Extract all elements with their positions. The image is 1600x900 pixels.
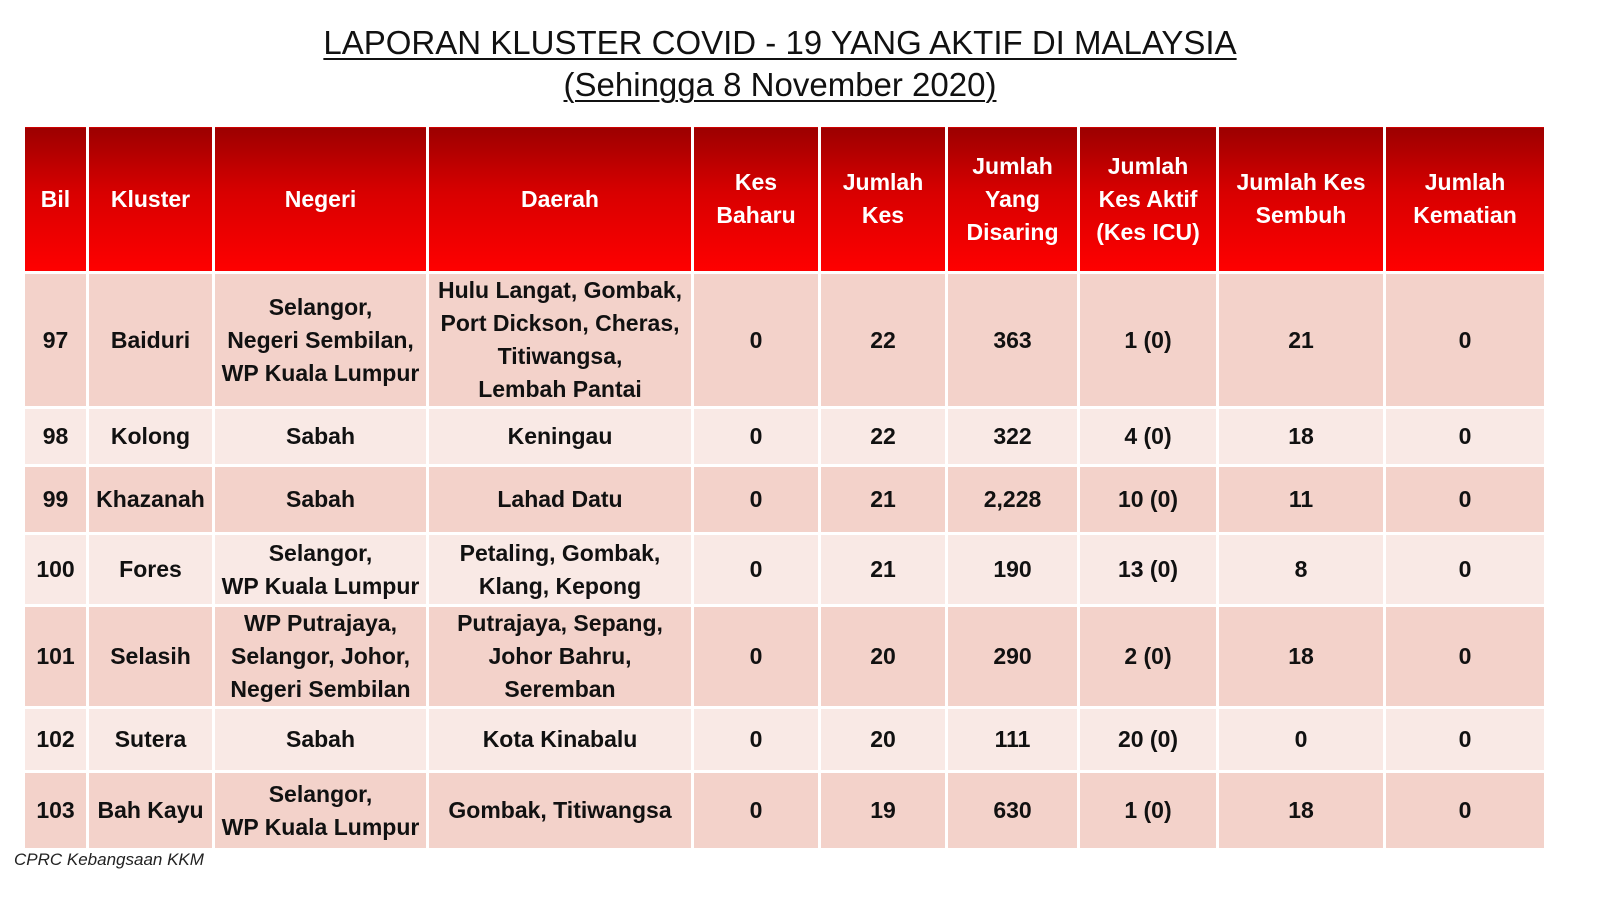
title-line-1: LAPORAN KLUSTER COVID - 19 YANG AKTIF DI MALAYSIA (323, 24, 1237, 61)
cell-text-line: Jumlah (842, 169, 924, 195)
cell-text-line: 0 (749, 726, 763, 752)
header-kes-sembuh (1218, 126, 1385, 273)
cell-jumlah-kes (820, 772, 947, 850)
cell-text-line: 0 (1458, 797, 1472, 823)
cell-text-line: 0 (1458, 726, 1472, 752)
cell-text-line: 630 (993, 797, 1032, 823)
cell-text-line: Disaring (966, 218, 1059, 245)
cell-text-line: 22 (870, 326, 896, 353)
cell-text-line: 13 (0) (1117, 556, 1179, 582)
cell-negeri (214, 466, 428, 534)
cell-kes-aktif (1079, 534, 1218, 606)
cell-text-line: Daerah (521, 185, 599, 212)
cell-text-line: Sembuh (1255, 202, 1347, 228)
cell-kluster (88, 606, 214, 708)
cell-jumlah-disaring (947, 273, 1079, 408)
header-jumlah-disaring (947, 126, 1079, 273)
cell-negeri (214, 273, 428, 408)
cell-text-line: Bah Kayu (97, 797, 204, 823)
cell-text-line: 21 (870, 486, 896, 512)
cell-text-line: Putrajaya, Sepang, (457, 610, 663, 636)
cell-bil (24, 534, 88, 606)
cell-jumlah-kes (820, 273, 947, 408)
cell-text-line: 101 (36, 643, 75, 669)
header-kematian (1385, 126, 1546, 273)
cell-text-line: Yang (985, 185, 1040, 212)
cell-kes-sembuh (1218, 466, 1385, 534)
cell-daerah (428, 534, 693, 606)
cell-daerah (428, 772, 693, 850)
cell-kluster (88, 708, 214, 772)
cell-negeri (214, 534, 428, 606)
table-header-row (24, 126, 1546, 273)
cell-kes-sembuh (1218, 606, 1385, 708)
cell-text-line: Jumlah (972, 152, 1053, 179)
table-row (24, 606, 1546, 708)
cell-daerah (428, 606, 693, 708)
cell-text-line: Sutera (114, 726, 187, 752)
header-kes-baharu (693, 126, 820, 273)
cell-text-line: 0 (1294, 726, 1308, 752)
cell-text-line: 102 (36, 726, 75, 752)
cell-text-line: 10 (0) (1117, 486, 1179, 512)
cell-text-line: Baiduri (110, 326, 191, 353)
cell-text-line: 4 (0) (1124, 423, 1172, 449)
cell-jumlah-disaring (947, 466, 1079, 534)
cell-text-line: 0 (749, 423, 763, 449)
cell-text-line: Port Dickson, Cheras, (440, 310, 680, 336)
cell-text-line: Jumlah Kes (1236, 169, 1366, 195)
cell-jumlah-kes (820, 708, 947, 772)
cell-text-line: Selangor, (268, 780, 373, 807)
cell-kematian (1385, 273, 1546, 408)
cell-text-line: Fores (119, 556, 182, 582)
cell-bil (24, 408, 88, 466)
cell-jumlah-kes (820, 534, 947, 606)
cell-text-line: Baharu (716, 202, 796, 228)
cell-kes-baharu (693, 466, 820, 534)
cell-text-line: 0 (1458, 423, 1472, 449)
cell-kematian (1385, 466, 1546, 534)
cell-text-line: 0 (749, 486, 763, 512)
cell-text-line: Sabah (285, 726, 356, 752)
cell-text-line: Selangor, (268, 293, 373, 320)
cell-text-line: Kematian (1413, 202, 1517, 228)
table-row (24, 708, 1546, 772)
cell-text-line: 22 (870, 423, 896, 449)
cell-text-line: Hulu Langat, Gombak, (437, 277, 683, 303)
cell-text-line: 1 (0) (1124, 797, 1172, 823)
cell-text-line: WP Kuala Lumpur (221, 572, 420, 599)
cell-text-line: 363 (993, 326, 1032, 353)
cell-text-line: Negeri (284, 185, 357, 212)
header-negeri (214, 126, 428, 273)
cell-kes-baharu (693, 606, 820, 708)
cell-kluster (88, 772, 214, 850)
cell-text-line: WP Kuala Lumpur (221, 813, 420, 840)
cell-text-line: 190 (993, 556, 1032, 582)
cell-jumlah-kes (820, 466, 947, 534)
cell-text-line: (Kes ICU) (1096, 218, 1200, 245)
cell-text-line: WP Putrajaya, (244, 610, 397, 636)
cell-negeri (214, 606, 428, 708)
cell-text-line: 0 (1458, 326, 1472, 353)
cell-kluster (88, 408, 214, 466)
cell-bil (24, 708, 88, 772)
cell-jumlah-disaring (947, 408, 1079, 466)
cell-text-line: Sabah (285, 423, 356, 449)
cell-text-line: Jumlah (1424, 169, 1506, 195)
cell-text-line: Kes Aktif (1098, 185, 1198, 212)
cell-text-line: 111 (994, 726, 1031, 752)
cell-text-line: 18 (1288, 797, 1314, 823)
cell-text-line: WP Kuala Lumpur (221, 359, 420, 386)
cell-text-line: 20 (870, 726, 896, 752)
header-bil (24, 126, 88, 273)
cell-text-line: 11 (1288, 486, 1314, 512)
cell-kluster (88, 273, 214, 408)
cell-kes-aktif (1079, 772, 1218, 850)
cell-text-line: Selasih (110, 643, 191, 669)
cell-text-line: 98 (42, 423, 69, 449)
cell-text-line: Negeri Sembilan, (227, 326, 414, 353)
cell-text-line: 2 (0) (1124, 643, 1172, 669)
table-row (24, 273, 1546, 408)
cell-kes-sembuh (1218, 408, 1385, 466)
cell-kematian (1385, 606, 1546, 708)
cell-text-line: Petaling, Gombak, (459, 539, 661, 566)
cell-text-line: Kes (734, 169, 778, 195)
cell-kes-sembuh (1218, 772, 1385, 850)
cell-kes-baharu (693, 772, 820, 850)
cell-kes-baharu (693, 534, 820, 606)
cell-text-line: Lembah Pantai (478, 376, 642, 402)
cell-jumlah-disaring (947, 772, 1079, 850)
cell-text-line: Kota Kinabalu (482, 726, 638, 752)
cell-bil (24, 466, 88, 534)
cell-kes-sembuh (1218, 273, 1385, 408)
cell-text-line: 21 (1288, 326, 1314, 353)
cell-text-line: 0 (749, 556, 763, 582)
cell-text-line: Negeri Sembilan (230, 676, 411, 702)
cell-kes-sembuh (1218, 708, 1385, 772)
cell-negeri (214, 708, 428, 772)
cell-kes-aktif (1079, 273, 1218, 408)
cell-kluster (88, 534, 214, 606)
cell-kes-aktif (1079, 606, 1218, 708)
cell-daerah (428, 408, 693, 466)
title-line-2: (Sehingga 8 November 2020) (563, 66, 997, 103)
table-body (24, 273, 1546, 850)
cell-kematian (1385, 772, 1546, 850)
table-row (24, 408, 1546, 466)
cluster-table (22, 124, 1547, 851)
cell-text-line: 18 (1288, 423, 1314, 449)
header-kes-aktif (1079, 126, 1218, 273)
cell-jumlah-disaring (947, 534, 1079, 606)
cell-kematian (1385, 534, 1546, 606)
cell-text-line: Selangor, (268, 539, 373, 566)
cell-text-line: 97 (42, 326, 69, 353)
table-row (24, 466, 1546, 534)
cell-text-line: Titiwangsa, (497, 343, 623, 369)
cell-text-line: 2,228 (983, 486, 1042, 512)
cell-text-line: 0 (1458, 486, 1472, 512)
cell-text-line: 100 (36, 556, 75, 582)
cell-kematian (1385, 408, 1546, 466)
cell-jumlah-disaring (947, 606, 1079, 708)
cell-text-line: 99 (42, 486, 69, 512)
cell-bil (24, 606, 88, 708)
cell-jumlah-kes (820, 606, 947, 708)
cell-text-line: Sabah (285, 486, 356, 512)
cell-kes-baharu (693, 708, 820, 772)
cell-text-line: Jumlah (1107, 152, 1189, 179)
cell-text-line: 18 (1288, 643, 1314, 669)
source-note: CPRC Kebangsaan KKM (14, 850, 204, 869)
cell-kes-aktif (1079, 708, 1218, 772)
table-row (24, 534, 1546, 606)
cell-text-line: Lahad Datu (497, 486, 623, 512)
cell-kes-baharu (693, 273, 820, 408)
cell-text-line: Keningau (507, 423, 613, 449)
cell-negeri (214, 772, 428, 850)
cell-text-line: 0 (749, 643, 763, 669)
cell-text-line: 8 (1294, 556, 1308, 582)
cell-text-line: 290 (993, 643, 1032, 669)
cell-kluster (88, 466, 214, 534)
cell-text-line: Bil (40, 185, 71, 212)
cell-daerah (428, 708, 693, 772)
table-row (24, 772, 1546, 850)
header-jumlah-kes (820, 126, 947, 273)
cell-text-line: Kluster (110, 185, 191, 212)
cell-text-line: 19 (870, 797, 896, 823)
cell-text-line: Khazanah (96, 486, 205, 512)
cell-text-line: Kolong (110, 423, 191, 449)
cell-jumlah-kes (820, 408, 947, 466)
cell-daerah (428, 273, 693, 408)
cell-text-line: Selangor, Johor, (231, 643, 410, 669)
cell-bil (24, 772, 88, 850)
cell-kes-baharu (693, 408, 820, 466)
cell-kematian (1385, 708, 1546, 772)
cell-text-line: 20 (870, 643, 896, 669)
cell-text-line: Johor Bahru, (488, 643, 632, 669)
cell-kes-sembuh (1218, 534, 1385, 606)
cell-kes-aktif (1079, 466, 1218, 534)
header-kluster (88, 126, 214, 273)
cell-text-line: 103 (36, 797, 75, 823)
cell-text-line: 0 (749, 797, 763, 823)
report-title (0, 22, 1560, 106)
cell-text-line: 20 (0) (1117, 726, 1179, 752)
cell-text-line: Seremban (504, 676, 616, 702)
cell-text-line: 0 (1458, 643, 1472, 669)
cell-text-line: 0 (749, 326, 763, 353)
cell-text-line: 0 (1458, 556, 1472, 582)
cell-jumlah-disaring (947, 708, 1079, 772)
header-daerah (428, 126, 693, 273)
cell-text-line: Gombak, Titiwangsa (448, 797, 672, 823)
cell-daerah (428, 466, 693, 534)
cell-bil (24, 273, 88, 408)
cell-text-line: Kes (861, 202, 905, 228)
cell-kes-aktif (1079, 408, 1218, 466)
cell-text-line: 322 (993, 423, 1032, 449)
cell-text-line: 1 (0) (1124, 326, 1172, 353)
cell-text-line: Klang, Kepong (478, 572, 642, 599)
cell-negeri (214, 408, 428, 466)
cell-text-line: 21 (870, 556, 896, 582)
